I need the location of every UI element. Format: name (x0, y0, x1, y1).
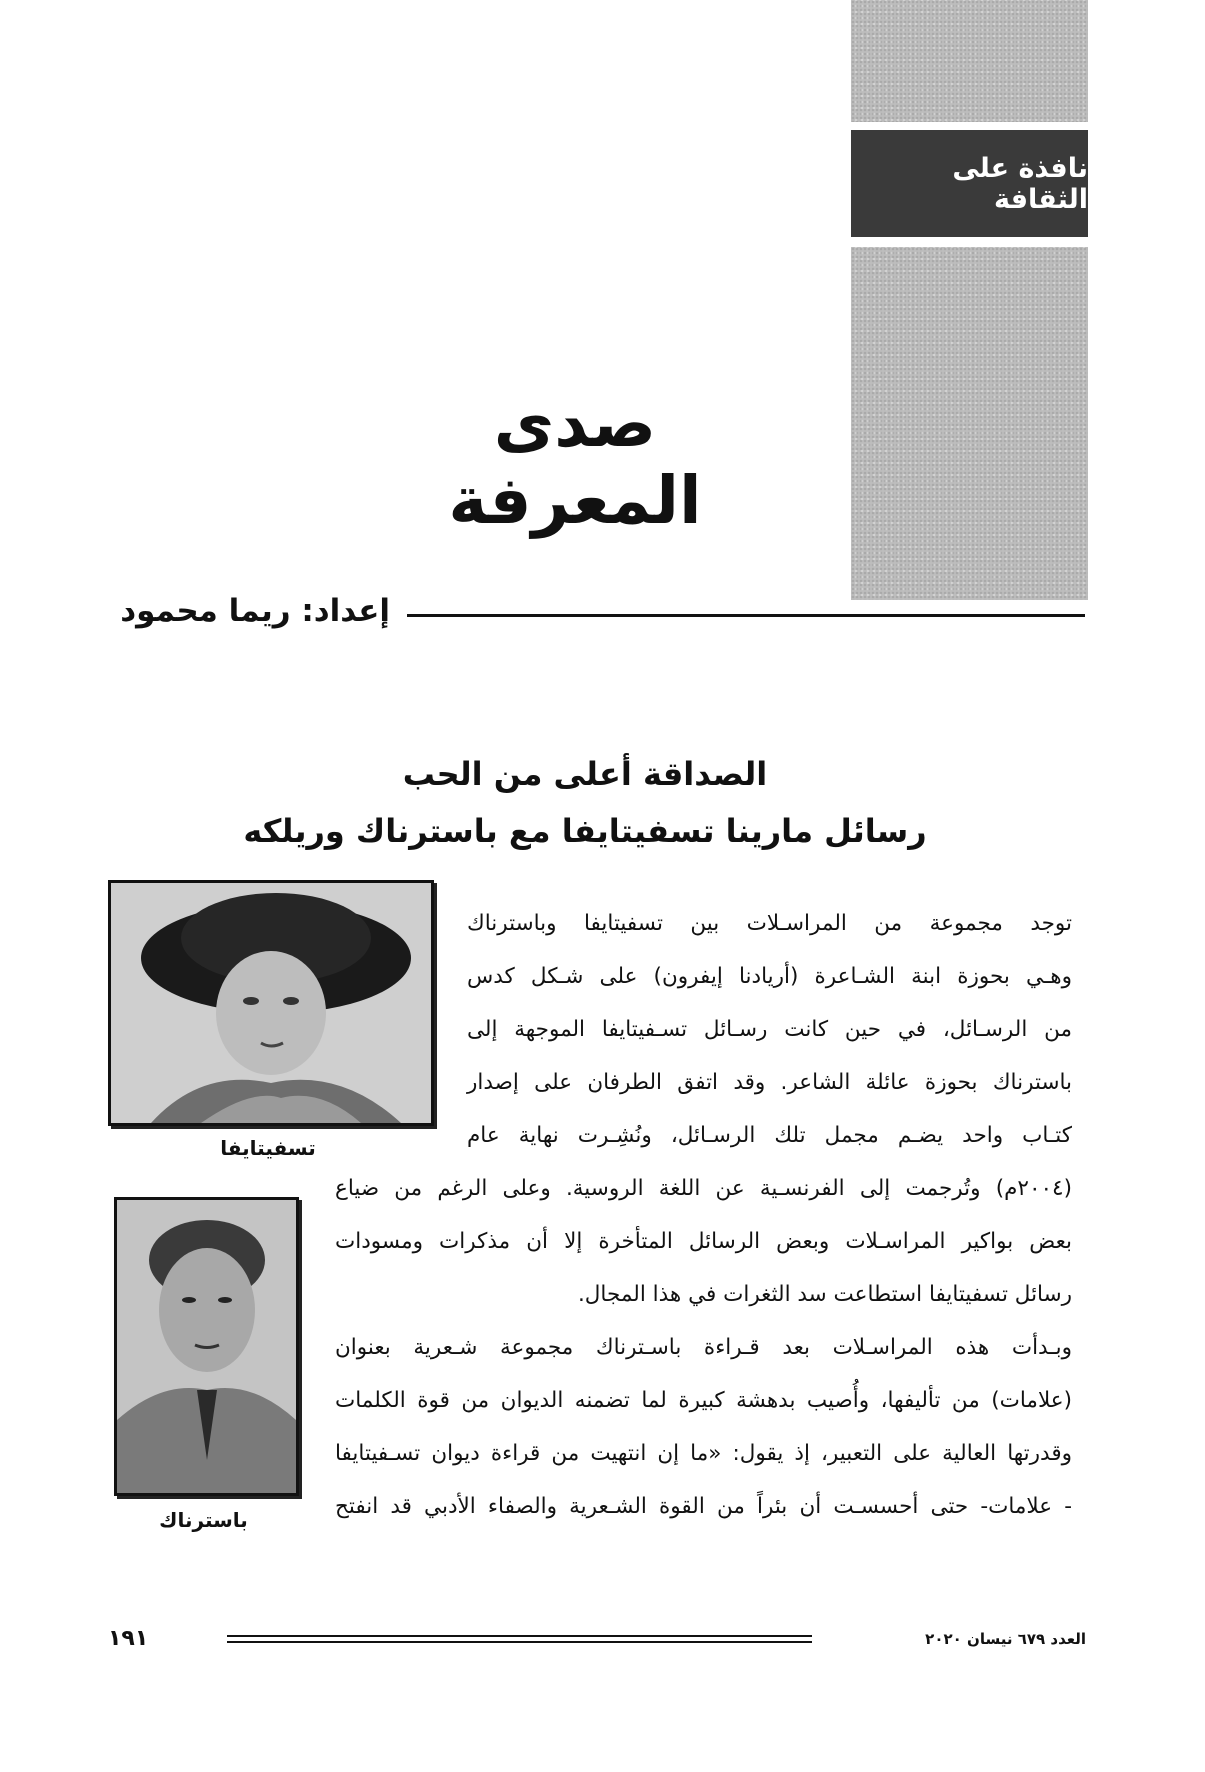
body-line: - علامات- حتى أحسسـت أن بئراً من القوة الشـعرية والصفاء الأدبي قد انفتح (335, 1494, 1072, 1519)
footer-divider (227, 1641, 812, 1643)
author-byline: إعداد: ريما محمود (120, 593, 390, 629)
body-line: كتـاب واحد يضـم مجمل تلك الرسـائل، ونُشِـرت نهاية عام (467, 1123, 1072, 1148)
article-subtitle-2: رسائل مارينا تسفيتايفا مع باسترناك وريلكه (243, 812, 927, 850)
body-line: (٢٠٠٤م) وتُرجمت إلى الفرنسـية عن اللغة الروسية. وعلى الرغم من ضياع (335, 1176, 1072, 1201)
body-line: وهـي بحوزة ابنة الشـاعرة (أريادنا إيفرون) على شـكل كدس (467, 964, 1072, 989)
issue-info: العدد ٦٧٩ نيسان ٢٠٢٠ (925, 1630, 1086, 1648)
section-label: نافذة على الثقافة (851, 130, 1088, 237)
decorative-texture-bottom (851, 247, 1088, 600)
portrait-woman-photo (108, 880, 434, 1126)
body-line: وقدرتها العالية على التعبير، إذ يقول: «ما إن انتهيت من قراءة ديوان تسـفيتايفا (335, 1441, 1072, 1466)
body-line: باسترناك بحوزة عائلة الشاعر. وقد اتفق الطرفان على إصدار (467, 1070, 1072, 1095)
portrait-man-photo (114, 1197, 299, 1496)
photo-caption-pasternak: باسترناك (159, 1508, 248, 1532)
body-line: توجد مجموعة من المراسـلات بين تسفيتايفا وباسترناك (467, 911, 1072, 936)
body-line: رسائل تسفيتايفا استطاعت سد الثغرات في هذا المجال. (577, 1282, 1072, 1307)
body-line: من الرسـائل، في حين كانت رسـائل تسـفيتايفا الموجهة إلى (467, 1017, 1072, 1042)
body-line: وبـدأت هذه المراسـلات بعد قـراءة باسـترناك مجموعة شـعرية بعنوان (335, 1335, 1072, 1360)
body-line: (علامات) من تأليفها، وأُصيب بدهشة كبيرة لما تضمنه الديوان من قوة الكلمات (335, 1388, 1072, 1413)
article-subtitle-1: الصداقة أعلى من الحب (402, 755, 768, 793)
body-line: بعض بواكير المراسـلات وبعض الرسائل المتأخرة إلا أن مذكرات ومسودات (335, 1229, 1072, 1254)
footer-divider (227, 1635, 812, 1637)
author-divider (407, 614, 1085, 617)
page-title: صدى المعرفة (448, 385, 702, 539)
decorative-texture-top (851, 0, 1088, 122)
page-number: ١٩١ (108, 1626, 149, 1651)
photo-caption-tsvetaeva: تسفيتايفا (220, 1136, 316, 1160)
